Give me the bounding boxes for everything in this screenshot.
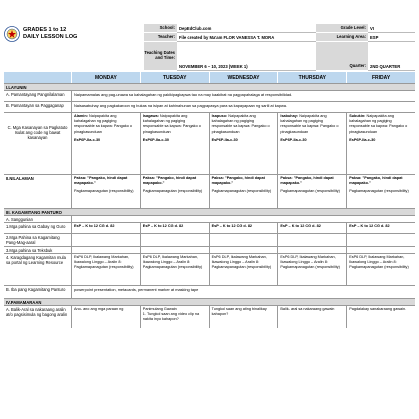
table-row-kasanayan xyxy=(4,113,415,175)
header xyxy=(4,24,415,71)
quarter-label: Quarter: xyxy=(316,42,368,71)
row-label: II.NILALAMAN xyxy=(6,176,34,181)
teacher-value: File created by Ma'am FLOR VANESSA T. MORA xyxy=(177,33,316,42)
section-layunin: I.LAYUNIN xyxy=(4,84,415,91)
log-title: GRADES 1 to 12 DAILY LESSON LOG xyxy=(23,27,78,40)
kasanayan-cell: Isapuso: Naipapakita ang kahalagahan ng pagiging responsable sa kapwa: Pangako o pinagkasunduan EsP6P-IIa-c-30 xyxy=(209,113,278,174)
balik-cell: Panimulang Gawain 1. Tungkol saan ang video clip na nakita inyo kahapon? xyxy=(140,306,209,328)
section-pamamaraan: IV.PAMAMARAAN xyxy=(4,299,415,306)
header-info xyxy=(144,24,316,71)
gabay-cell: EsP – K to 12 CG d. 82 xyxy=(346,223,415,233)
grade-value: VI xyxy=(368,24,415,33)
lesson-log-page xyxy=(4,24,415,328)
kasanayan-cell: Subukin: Naipapakita ang kahalagahan ng pagiging responsable sa kapwa: Pangako o pinagkasunduan EsP6P-IIa-c-30 xyxy=(346,113,415,174)
grade-label: Grade Level: xyxy=(316,24,368,33)
balik-cell: Tungkol saan ang ating binalikay kahapon? xyxy=(209,306,278,328)
kasanayan-cell: Alamin: Naipapakita ang kahalagahan ng pagiging responsable sa kapwa: Pangako o pinagkasunduan EsP6P-IIa-c-30 xyxy=(71,113,140,174)
day-wednesday: WEDNESDAY xyxy=(209,72,278,83)
row-label: B. Pamantayan sa Paggaganap xyxy=(6,103,64,108)
gabay-cell: EsP – K to 12 CG d. 82 xyxy=(71,223,140,233)
days-header-row xyxy=(4,72,415,84)
balik-cell: Pagdalakay sanakaraang gawain. xyxy=(346,306,415,328)
balik-cell: Balik- aral sa nakaraang gawain xyxy=(277,306,346,328)
table-row-pagganap xyxy=(4,102,415,113)
table-row-sanggunian xyxy=(4,216,415,223)
table-row-pamantayan xyxy=(4,91,415,102)
row-label: C. Mga Kasanayan sa Pagkatuto Isulat ang code ng bawat kasanayan xyxy=(7,125,68,140)
nilalaman-cell: Paksa: "Pangako, hindi dapat mapapako." Pagkamapanagutan (responsibility) xyxy=(140,175,209,208)
row-label: A. Pamantayang Pangnilalaman xyxy=(6,92,65,97)
table-row-iba xyxy=(4,286,415,299)
row-label: B. Iba pang Kagamitang Panturo xyxy=(6,287,66,292)
table-row-kagamitan-pahina xyxy=(4,234,415,247)
day-thursday: THURSDAY xyxy=(277,72,346,83)
gabay-cell: EsP – K to 12 CG d. 82 xyxy=(140,223,209,233)
row-text: powerpoint presentation, metacards, permanent marker at masking tape xyxy=(71,286,415,298)
dates-label: Teaching Dates and Time: xyxy=(144,42,177,71)
nilalaman-cell: Paksa: "Pangako, hindi dapat mapapako." Pagkamapanagutan (responsibility) xyxy=(346,175,415,208)
dates-value: NOVEMBER 6 – 10, 2023 (WEEK 1) xyxy=(177,42,316,71)
row-label: 3.Mga pahina sa Teksbuk xyxy=(6,248,53,253)
lesson-table xyxy=(4,72,415,328)
table-row-teksbuk xyxy=(4,247,415,254)
karagdagan-cell: EsP6 DLP, Ikalawang Markahan, Ikawalong Linggo – Aralin 8: Pagkamapanagutan (responsibility) xyxy=(140,254,209,285)
deped-seal-icon xyxy=(4,26,20,42)
day-monday: MONDAY xyxy=(71,72,140,83)
area-value: ESP xyxy=(368,33,415,42)
table-row-nilalaman xyxy=(4,175,415,209)
area-label: Learning Area: xyxy=(316,33,368,42)
row-label: 1.Mga pahina sa Gabay ng Guro xyxy=(6,224,66,229)
gabay-cell: EsP – K to 12 CG d. 82 xyxy=(277,223,346,233)
karagdagan-cell: EsP6 DLP, Ikalawang Markahan, Ikawalong Linggo – Aralin 8: Pagkamapanagutan (responsibility) xyxy=(277,254,346,285)
gabay-cell: EsP – K to 12 CG d. 82 xyxy=(209,223,278,233)
section-kagamitan: III. KAGAMITANG PANTURO xyxy=(4,209,415,216)
balik-cell: Ano- ano ang mga paraan ng xyxy=(71,306,140,328)
row-text: Naipamamalas ang pag-unawa sa kahalagahan ng pakikipagkapwa tao na may kaakibat na pagpapahalaga at responsibilidad. xyxy=(71,91,415,101)
row-label: A. Balik-Aral sa nakaraang aralin at/o pagsisimula ng bagong aralin xyxy=(6,307,68,317)
row-label: 4. Karagdagang Kagamitan mula sa portal ng Learning Resource xyxy=(6,255,66,265)
header-brand xyxy=(4,24,144,71)
row-label: 2.Mga Pahina sa Kagamitang Pang-Mag-aaral xyxy=(6,235,60,245)
day-tuesday: TUESDAY xyxy=(140,72,209,83)
karagdagan-cell: EsP6 DLP, Ikalawang Markahan, Ikawalong Linggo – Aralin 8: Pagkamapanagutan (responsibility) xyxy=(209,254,278,285)
table-row-balik xyxy=(4,306,415,328)
nilalaman-cell: Paksa: "Pangako, hindi dapat mapapako." Pagkamapanagutan (responsibility) xyxy=(277,175,346,208)
nilalaman-cell: Paksa: "Pangako, hindi dapat mapapako." Pagkamapanagutan (responsibility) xyxy=(209,175,278,208)
kasanayan-cell: Isagawa: Naipapakita ang kahalagahan ng pagiging responsable sa kapwa: Pangako o pinagkasunduan EsP6P-IIa-c-30 xyxy=(140,113,209,174)
karagdagan-cell: EsP6 DLP, Ikalawang Markahan, Ikawalong Linggo – Aralin 8: Pagkamapanagutan (responsibility) xyxy=(346,254,415,285)
row-label: A. Sanggunian xyxy=(6,217,33,222)
day-friday: FRIDAY xyxy=(346,72,415,83)
nilalaman-cell: Paksa: "Pangako, hindi dapat mapapako." Pagkamapanagutan (responsibility) xyxy=(71,175,140,208)
school-label: School: xyxy=(144,24,177,33)
header-class-info xyxy=(316,24,415,71)
teacher-label: Teacher: xyxy=(144,33,177,42)
row-text: Naisasabuhay ang pagkakaroon ng bukas na isipan at kahinahunan sa pagpapasya para sa kapayapaan ng sarili at kapwa. xyxy=(71,102,415,112)
table-row-gabay xyxy=(4,223,415,234)
karagdagan-cell: EsP6 DLP, Ikalawang Markahan, Ikawalong Linggo – Aralin 8: Pagkamapanagutan (responsibility) xyxy=(71,254,140,285)
quarter-value: 2ND QUARTER xyxy=(368,42,415,71)
table-row-karagdagan xyxy=(4,254,415,286)
school-value: DepEdClub.com xyxy=(177,24,316,33)
kasanayan-cell: Isabuhay: Naipapakita ang kahalagahan ng pagiging responsable sa kapwa: Pangako o pinagkasunduan EsP6P-IIa-c-30 xyxy=(277,113,346,174)
